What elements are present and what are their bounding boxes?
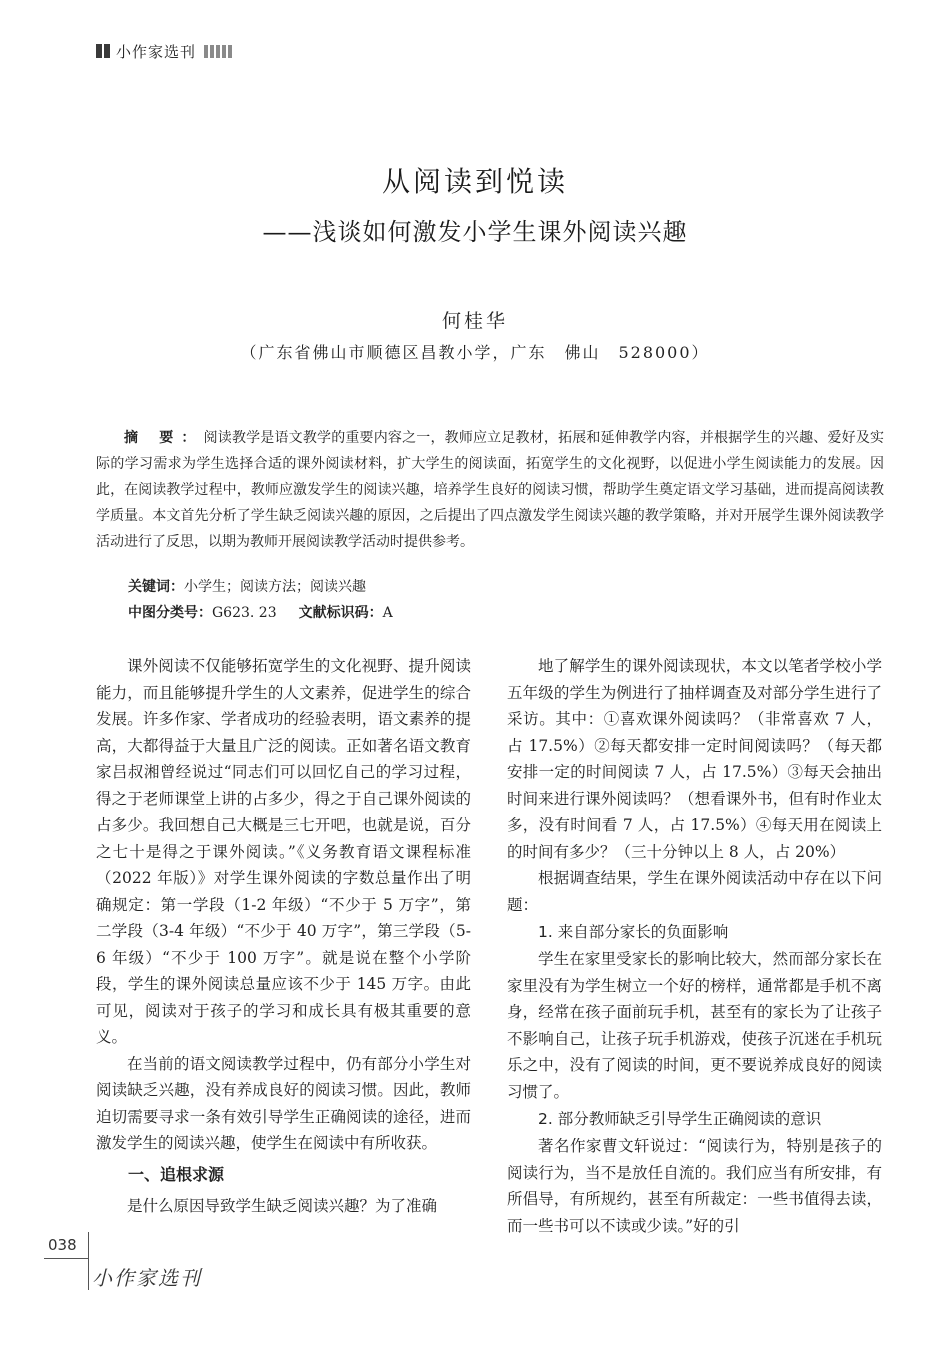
journal-logo: 小作家选刊 — [92, 1266, 202, 1290]
paragraph: 课外阅读不仅能够拓宽学生的文化视野、提升阅读能力，而且能够提升学生的人文素养，促进学生的综合发展。许多作家、学者成功的经验表明，语文素养的提高，大都得益于大量且广泛的阅读。正如著名语文教育家吕叔湘曾经说过“同志们可以回忆自己的学习过程，得之于老师课堂上讲的占多少，得之于自己课外阅读的占多少。我回想自己大概是三七开吧，也就是说，百分之七十是得之于课外阅读。”《义务教育语文课程标准（2022 年版）》对学生课外阅读的字数总量作出了明确规定：第一学段（1-2 年级）“不少于 5 万字”，第二学段（3-4 年级）“不少于 40 万字”，第三学段（5-6 年级）“不少于 100 万字”。就是说在整个小学阶段，学生的课外阅读总量应该不少于 145 万字。由此可见，阅读对于孩子的学习和成长具有极其重要的意义。 — [96, 657, 471, 1046]
keywords — [128, 576, 868, 598]
classification — [128, 602, 868, 624]
doc-code-label: 文献标识码： — [298, 605, 383, 621]
article-title: 从阅读到悦读 — [381, 165, 568, 198]
author-affiliation: （广东省佛山市顺德区昌教小学，广东 佛山 528000） — [240, 343, 710, 362]
author-name: 何桂华 — [441, 310, 508, 332]
paragraph: 著名作家曹文轩说过：“阅读行为，特别是孩子的阅读行为，当不是放任自流的。我们应当有所安排，有所倡导，有所规约，甚至有所裁定：一些书值得去读，而一些书可以不读或少读。”好的引 — [507, 1137, 882, 1235]
abstract-text: 阅读教学是语文教学的重要内容之一，教师应立足教材，拓展和延伸教学内容，并根据学生的兴趣、爱好及实际的学习需求为学生选择合适的课外阅读材料，扩大学生的阅读面，拓宽学生的文化视野，以促进小学生阅读能力的发展。因此，在阅读教学过程中，教师应激发学生的阅读兴趣，培养学生良好的阅读习惯，帮助学生奠定语文学习基础，进而提高阅读教学质量。本文首先分析了学生缺乏阅读兴趣的原因，之后提出了四点激发学生阅读兴趣的教学策略，并对开展学生课外阅读教学活动进行了反思，以期为教师开展阅读教学活动时提供参考。 — [96, 430, 885, 550]
header-block-icon — [96, 44, 110, 58]
abstract-label: 摘 要： — [124, 430, 204, 446]
journal-name: 小作家选刊 — [116, 42, 197, 61]
subsection-heading: 1. 来自部分家长的负面影响 — [538, 923, 729, 941]
body-column-left — [96, 653, 471, 1219]
header-stripes-icon — [204, 45, 232, 58]
page-number-rule — [44, 1258, 88, 1259]
running-header — [96, 40, 232, 62]
paragraph: 地了解学生的课外阅读现状，本文以笔者学校小学五年级的学生为例进行了抽样调查及对部分学生进行了采访。其中：①喜欢课外阅读吗？（非常喜欢 7 人，占 17.5%）②每天都安排一定时间阅读吗？（每天都安排一定的时间阅读 7 人，占 17.5%）③每天会抽出时间来进行课外阅读吗？（想看课外书，但有时作业太多，没有时间看 7 人，占 17.5%）④每天用在阅读上的时间有多少？（三十分钟以上 8 人，占 20%） — [507, 657, 882, 861]
abstract — [96, 425, 884, 555]
paragraph: 是什么原因导致学生缺乏阅读兴趣？为了准确 — [127, 1196, 438, 1215]
page-number: 038 — [48, 1236, 77, 1254]
footer-divider — [88, 1232, 89, 1290]
keywords-label: 关键词： — [128, 579, 184, 595]
paragraph: 在当前的语文阅读教学过程中，仍有部分小学生对阅读缺乏兴趣，没有养成良好的阅读习惯。因此，教师迫切需要寻求一条有效引导学生正确阅读的途径，进而激发学生的阅读兴趣，使学生在阅读中有所收获。 — [96, 1054, 471, 1152]
doc-code-value: A — [382, 605, 393, 621]
body-column-right — [507, 653, 882, 1239]
section-heading: 一、追根求源 — [128, 1164, 225, 1184]
paragraph: 学生在家里受家长的影响比较大，然而部分家长在家里没有为学生树立一个好的榜样，通常都是手机不离身，经常在孩子面前玩手机，甚至有的家长为了让孩子不影响自己，让孩子玩手机游戏，使孩子沉迷在手机玩乐之中，没有了阅读的时间，更不要说养成良好的阅读习惯了。 — [507, 950, 882, 1101]
keywords-text: 小学生；阅读方法；阅读兴趣 — [184, 579, 366, 595]
subsection-heading: 2. 部分教师缺乏引导学生正确阅读的意识 — [538, 1110, 822, 1128]
article-subtitle: ——浅谈如何激发小学生课外阅读兴趣 — [262, 218, 688, 246]
clc-label: 中图分类号： — [128, 605, 212, 621]
paragraph: 根据调查结果，学生在课外阅读活动中存在以下问题： — [507, 869, 882, 914]
clc-value: G623. 23 — [212, 605, 277, 621]
